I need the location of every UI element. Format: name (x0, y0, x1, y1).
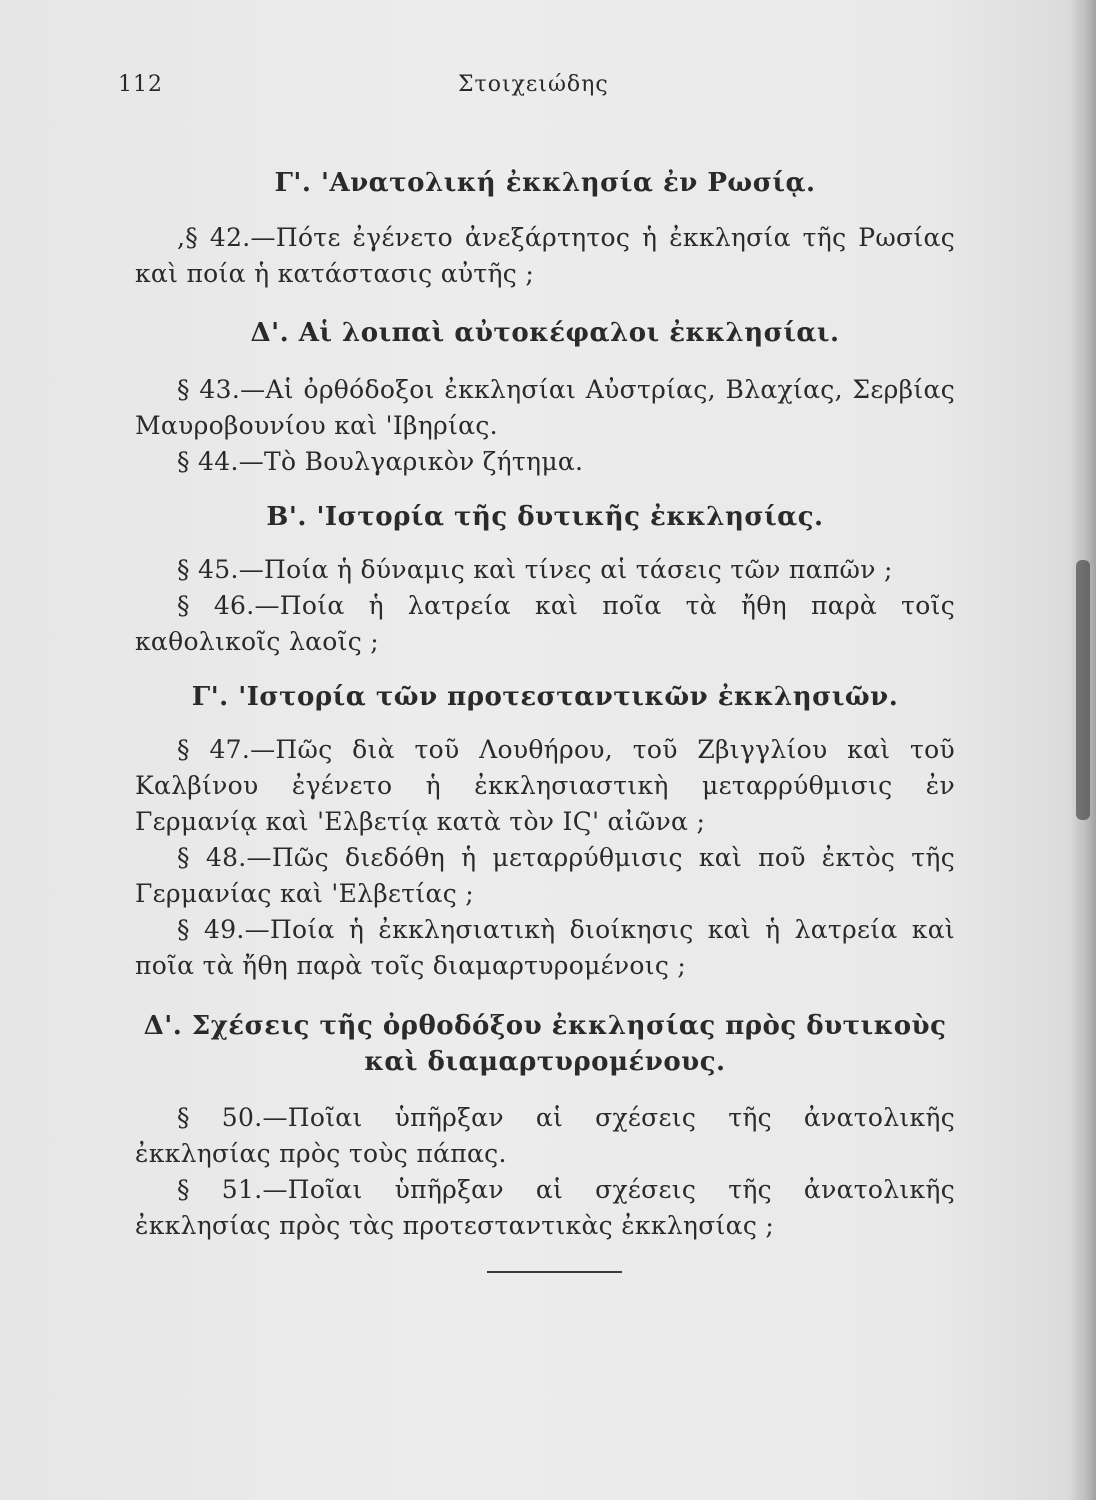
running-head (118, 72, 958, 102)
question-42: ,§ 42.—Πότε ἐγένετο ἀνεξάρτητος ἡ ἐκκλησία τῆς Ρωσίας καὶ ποία ἡ κατάστασις αὐτῆς ; (135, 223, 955, 288)
section-heading-russia: Γ'. 'Ανατολική ἐκκλησία ἐν Ρωσίᾳ. (274, 168, 816, 198)
question-43: § 43.—Αἱ ὀρθόδοξοι ἐκκλησίαι Αὐστρίας, Βλαχίας, Σερβίας Μαυροβουνίου καὶ 'Ιβηρίας. (135, 375, 955, 440)
section-heading-protestant: Γ'. 'Ιστορία τῶν προτεσταντικῶν ἐκκλησιῶν. (191, 682, 899, 712)
page-content (135, 168, 955, 1244)
question-46: § 46.—Ποία ἡ λατρεία καὶ ποῖα τὰ ἤθη παρὰ τοῖς καθολικοῖς λαοῖς ; (135, 591, 955, 656)
page-edge-stain (1076, 560, 1090, 820)
page-number: 112 (118, 72, 163, 97)
closing-rule (487, 1271, 622, 1273)
section-heading-autocephalous: Δ'. Αἱ λοιπαὶ αὐτοκέφαλοι ἐκκλησίαι. (250, 318, 840, 348)
question-47: § 47.—Πῶς διὰ τοῦ Λουθήρου, τοῦ Ζβιγγλίου καὶ τοῦ Καλβίνου ἐγένετο ἡ ἐκκλησιαστικὴ μεταρρύθμισις ἐν Γερμανίᾳ καὶ 'Ελβετίᾳ κατὰ τὸν ΙϚ' αἰῶνα ; (135, 735, 955, 836)
question-50: § 50.—Ποῖαι ὑπῆρξαν αἱ σχέσεις τῆς ἀνατολικῆς ἐκκλησίας πρὸς τοὺς πάπας. (135, 1103, 955, 1168)
section-heading-western-church: Β'. 'Ιστορία τῆς δυτικῆς ἐκκλησίας. (266, 502, 824, 532)
question-45: § 45.—Ποία ἡ δύναμις καὶ τίνες αἱ τάσεις τῶν παπῶν ; (177, 555, 893, 584)
question-51: § 51.—Ποῖαι ὑπῆρξαν αἱ σχέσεις τῆς ἀνατολικῆς ἐκκλησίας πρὸς τὰς προτεσταντικὰς ἐκκλησίας ; (135, 1175, 955, 1240)
running-title: Στοιχειώδης (458, 72, 609, 97)
question-49: § 49.—Ποία ἡ ἐκκλησιατικὴ διοίκησις καὶ ἡ λατρεία καὶ ποῖα τὰ ἤθη παρὰ τοῖς διαμαρτυρομένοις ; (135, 915, 955, 980)
section-heading-relations: Δ'. Σχέσεις τῆς ὀρθοδόξου ἐκκλησίας πρὸς δυτικοὺς καὶ διαμαρτυρομένους. (143, 1011, 947, 1077)
question-44: § 44.—Τὸ Βουλγαρικὸν ζήτημα. (177, 447, 584, 476)
question-48: § 48.—Πῶς διεδόθη ἡ μεταρρύθμισις καὶ ποῦ ἐκτὸς τῆς Γερμανίας καὶ 'Ελβετίας ; (135, 843, 955, 908)
